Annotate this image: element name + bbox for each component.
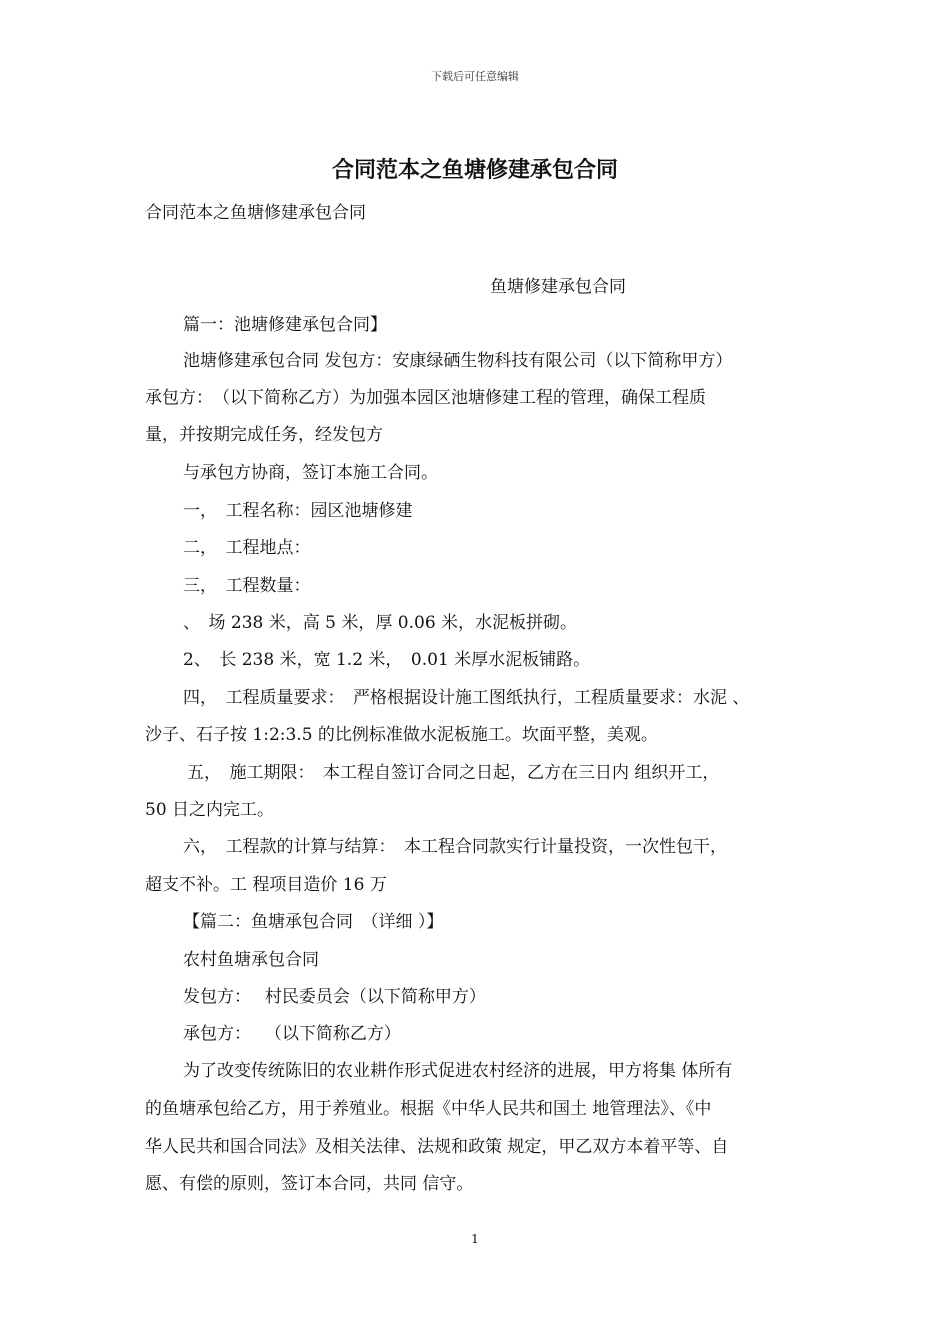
header-note: 下载后可任意编辑 — [431, 70, 519, 83]
body-line: 四， 工程质量要求： 严格根据设计施工图纸执行，工程质量要求：水泥 、 — [183, 688, 750, 708]
body-line: 五， 施工期限： 本工程自签订合同之日起，乙方在三日内 组织开工， — [187, 763, 720, 783]
body-line: 为了改变传统陈旧的农业耕作形式促进农村经济的进展，甲方将集 体所有 — [183, 1061, 733, 1081]
body-line: 量，并按期完成任务，经发包方 — [145, 425, 383, 445]
body-line: 农村鱼塘承包合同 — [183, 950, 319, 970]
body-line: 承包方： （以下简称乙方）为加强本园区池塘修建工程的管理，确保工程质 — [145, 388, 706, 408]
body-line: 一， 工程名称：园区池塘修建 — [183, 501, 413, 521]
body-line: 的鱼塘承包给乙方，用于养殖业。根据《中华人民共和国土 地管理法》、《中 — [145, 1099, 712, 1119]
body-line: 三， 工程数量： — [183, 576, 311, 596]
document-title: 合同范本之鱼塘修建承包合同 — [331, 157, 618, 183]
center-heading: 鱼塘修建承包合同 — [490, 277, 626, 297]
body-line: 承包方： （以下简称乙方） — [183, 1024, 401, 1044]
body-line: 与承包方协商，签订本施工合同。 — [183, 463, 438, 483]
body-line: 华人民共和国合同法》及相关法律、法规和政策 规定，甲乙双方本着平等、自 — [145, 1137, 729, 1157]
body-line: 二， 工程地点： — [183, 538, 311, 558]
body-line: 超支不补。工 程项目造价 16 万 — [145, 875, 387, 895]
body-line: 、 场 238 米，高 5 米，厚 0.06 米，水泥板拼砌。 — [183, 613, 578, 633]
body-line: 沙子、石子按 1:2:3.5 的比例标准做水泥板施工。坎面平整，美观。 — [145, 725, 658, 745]
body-line: 50 日之内完工。 — [145, 800, 275, 820]
body-line: 发包方： 村民委员会（以下简称甲方） — [183, 987, 486, 1007]
body-line: 愿、有偿的原则，签订本合同，共同 信守。 — [145, 1174, 474, 1194]
document-subtitle: 合同范本之鱼塘修建承包合同 — [145, 203, 366, 223]
body-line: 池塘修建承包合同 发包方：安康绿硒生物科技有限公司（以下简称甲方） — [183, 351, 733, 371]
body-line: 六， 工程款的计算与结算： 本工程合同款实行计量投资，一次性包干， — [183, 837, 727, 857]
body-line: 2、 长 238 米，宽 1.2 米， 0.01 米厚水泥板铺路。 — [183, 650, 591, 670]
body-line: 【篇二：鱼塘承包合同 （详细 ）】 — [183, 912, 444, 932]
page-number: 1 — [471, 1232, 479, 1246]
body-line: 篇一：池塘修建承包合同】 — [183, 315, 387, 335]
